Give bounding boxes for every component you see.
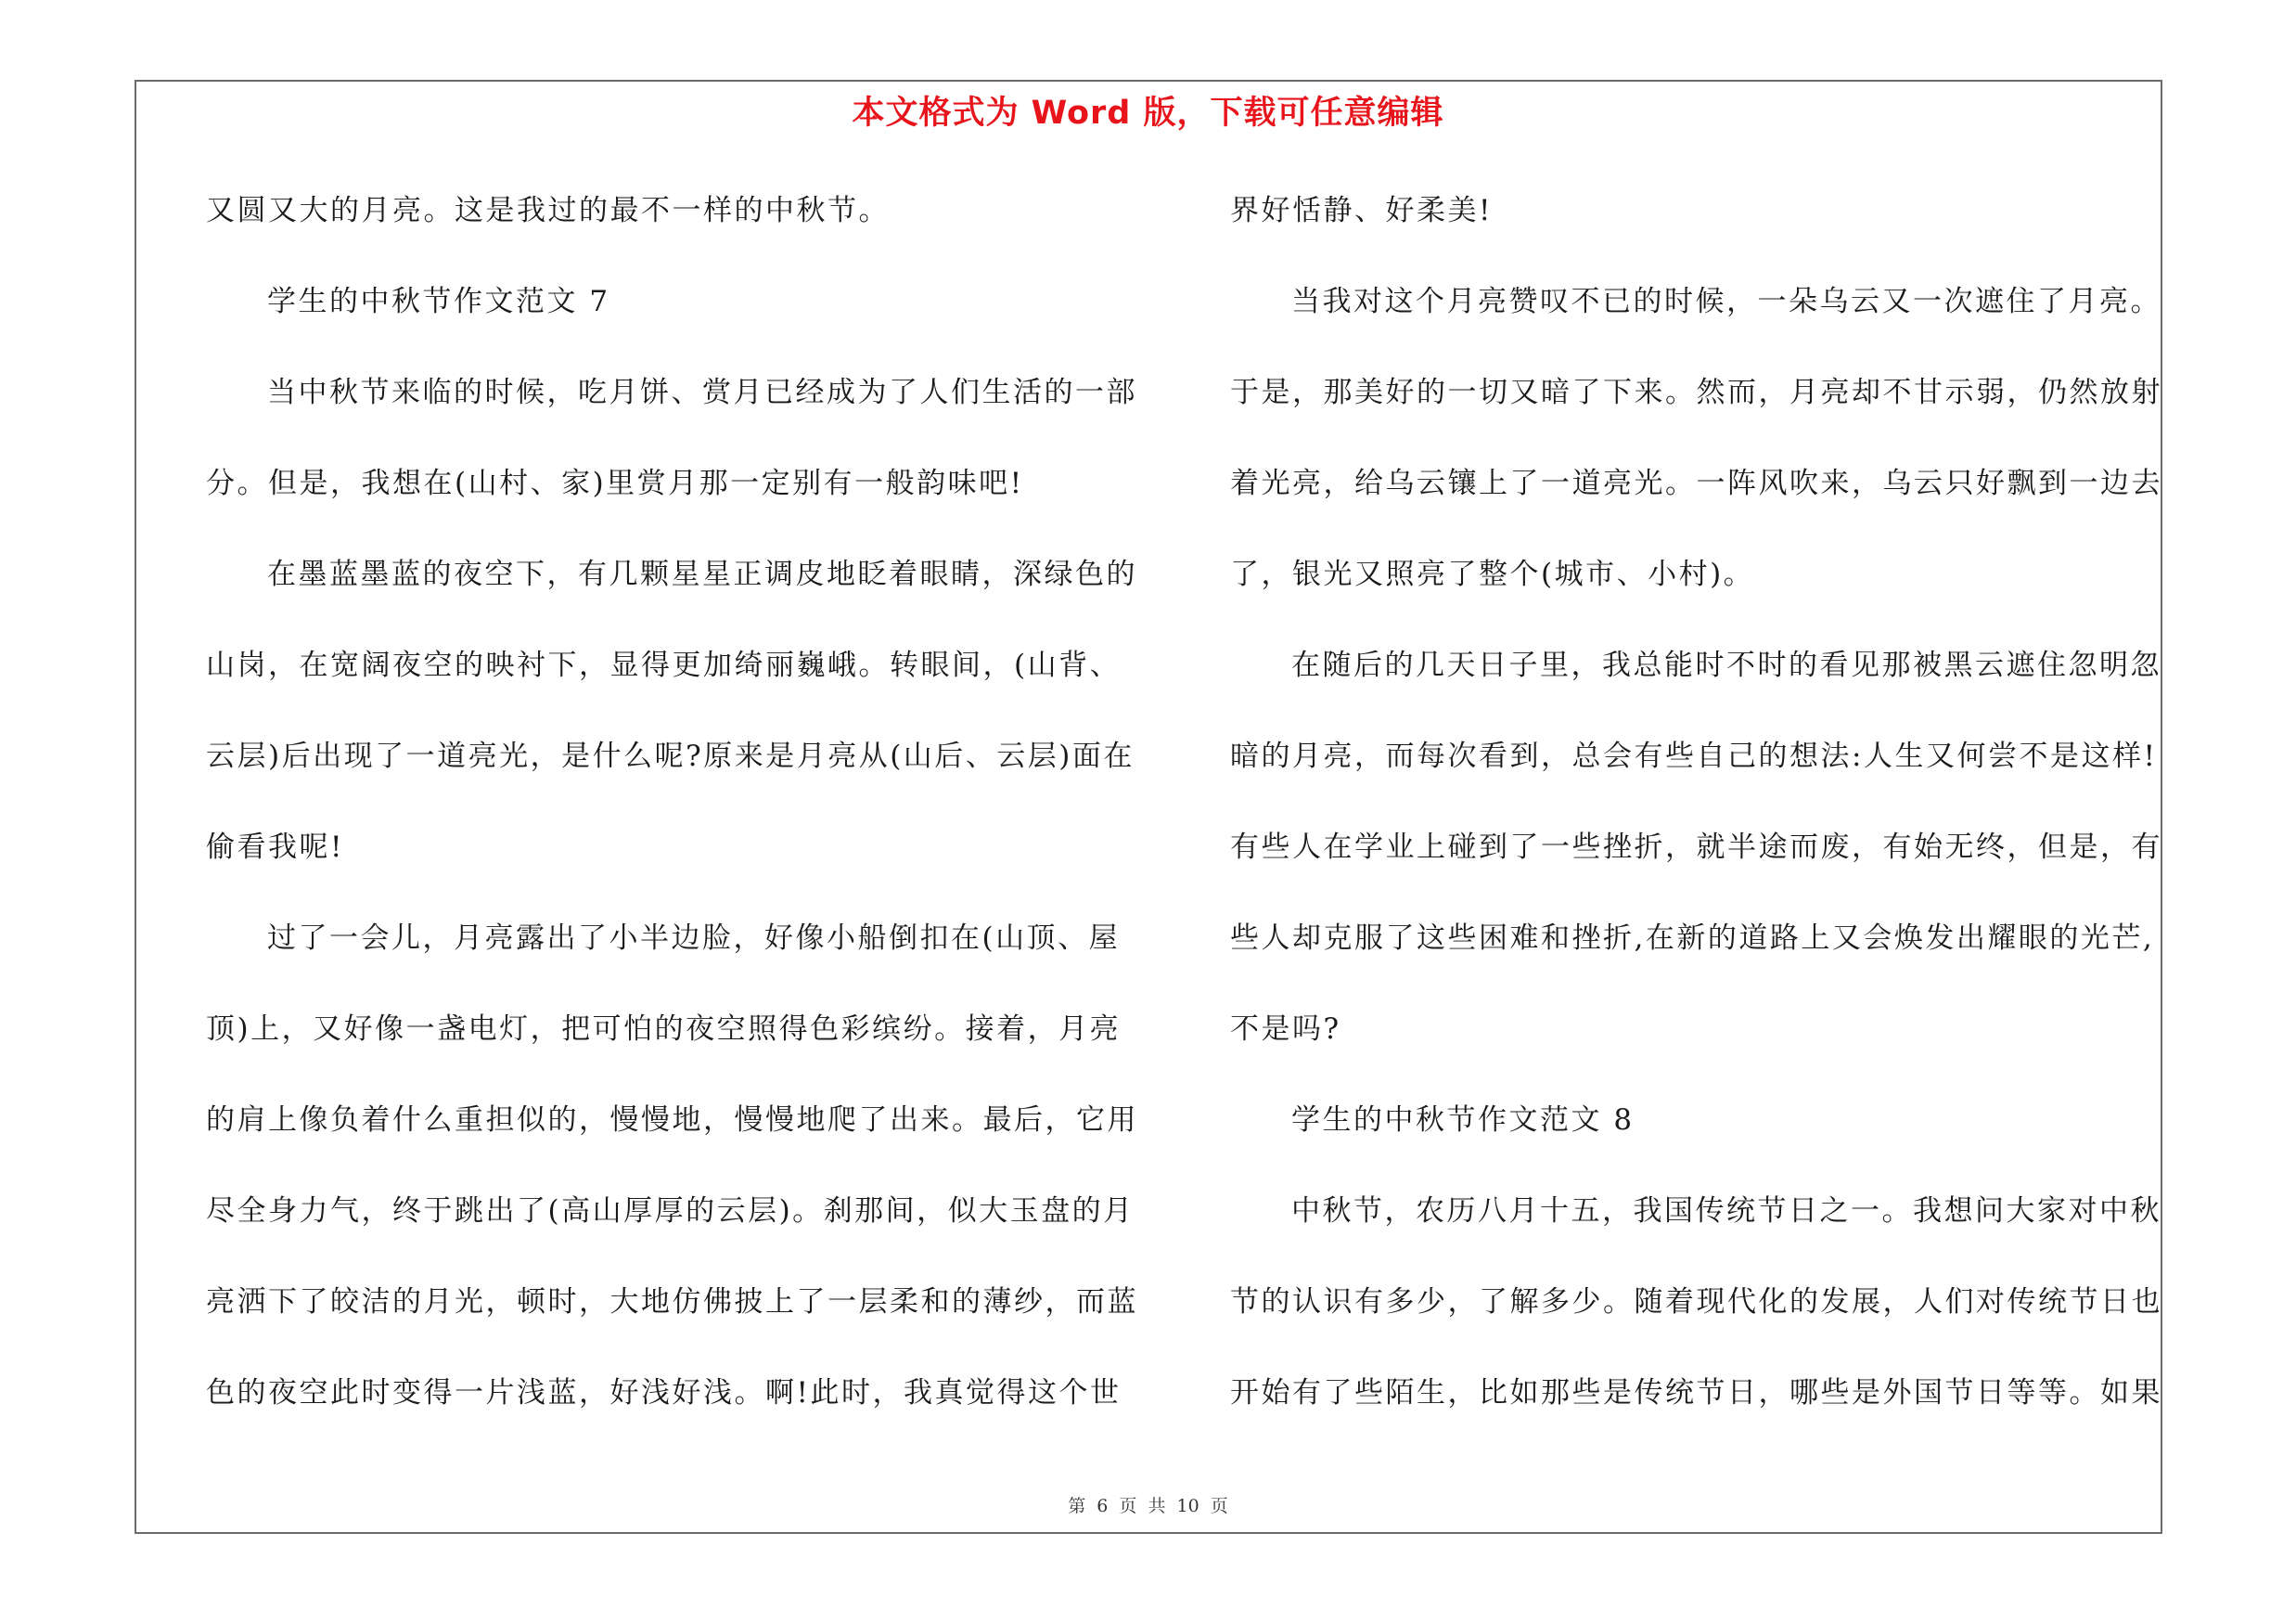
- paragraph-line: 云层)后出现了一道亮光，是什么呢?原来是月亮从(山后、云层)面在: [206, 740, 1135, 773]
- paragraph-line: 暗的月亮，而每次看到，总会有些自己的想法:人生又何尝不是这样!: [1230, 740, 2158, 773]
- total-page-count: 10: [1176, 1496, 1199, 1516]
- paragraph-line: 着光亮，给乌云镶上了一道亮光。一阵风吹来，乌云只好飘到一边去: [1230, 467, 2162, 500]
- right-column: [1230, 188, 2162, 1462]
- paragraph-line: 当中秋节来临的时候，吃月饼、赏月已经成为了人们生活的一部: [267, 376, 1137, 409]
- left-column: [206, 188, 1138, 1462]
- format-banner: 本文格式为 Word 版，下载可任意编辑: [852, 95, 1444, 132]
- paragraph-line: 在随后的几天日子里，我总能时不时的看见那被黑云遮住忽明忽: [1291, 649, 2161, 682]
- essay-heading: 学生的中秋节作文范文 8: [1291, 1103, 1635, 1137]
- essay-heading: 学生的中秋节作文范文 7: [267, 285, 610, 318]
- paragraph-line: 节的认识有多少，了解多少。随着现代化的发展，人们对传统节日也: [1230, 1285, 2162, 1319]
- footer-suffix: 页: [1210, 1496, 1228, 1516]
- paragraph-line: 开始有了些陌生，比如那些是传统节日，哪些是外国节日等等。如果: [1230, 1376, 2162, 1410]
- paragraph-line: 又圆又大的月亮。这是我过的最不一样的中秋节。: [206, 194, 890, 227]
- paragraph-line: 亮洒下了皎洁的月光，顿时，大地仿佛披上了一层柔和的薄纱，而蓝: [206, 1285, 1138, 1319]
- paragraph-line: 中秋节，农历八月十五，我国传统节日之一。我想问大家对中秋: [1291, 1194, 2161, 1228]
- paragraph-line: 山岗，在宽阔夜空的映衬下，显得更加绮丽巍峨。转眼间，(山背、: [206, 649, 1122, 682]
- footer-prefix: 第: [1068, 1496, 1086, 1516]
- paragraph-line: 在墨蓝墨蓝的夜空下，有几颗星星正调皮地眨着眼睛，深绿色的: [267, 558, 1137, 591]
- paragraph-line: 尽全身力气，终于跳出了(高山厚厚的云层)。刹那间，似大玉盘的月: [206, 1194, 1135, 1228]
- paragraph-line: 色的夜空此时变得一片浅蓝，好浅好浅。啊!此时，我真觉得这个世: [206, 1376, 1122, 1410]
- page-number-footer: [0, 1492, 2296, 1517]
- paragraph-line: 于是，那美好的一切又暗了下来。然而，月亮却不甘示弱，仍然放射: [1230, 376, 2162, 409]
- paragraph-line: 了，银光又照亮了整个(城市、小村)。: [1230, 558, 1755, 591]
- paragraph-line: 顶)上，又好像一盏电灯，把可怕的夜空照得色彩缤纷。接着，月亮: [206, 1012, 1122, 1046]
- paragraph-line: 偷看我呢!: [206, 831, 344, 864]
- paragraph-line: 界好恬静、好柔美!: [1230, 194, 1493, 227]
- paragraph-line: 过了一会儿，月亮露出了小半边脸，好像小船倒扣在(山顶、屋: [267, 921, 1121, 955]
- paragraph-line: 的肩上像负着什么重担似的，慢慢地，慢慢地爬了出来。最后，它用: [206, 1103, 1138, 1137]
- paragraph-line: 些人却克服了这些困难和挫折,在新的道路上又会焕发出耀眼的光芒,: [1230, 921, 2155, 955]
- paragraph-line: 不是吗?: [1230, 1012, 1341, 1046]
- paragraph-line: 有些人在学业上碰到了一些挫折，就半途而废，有始无终，但是，有: [1230, 831, 2162, 864]
- footer-middle: 页 共: [1119, 1496, 1166, 1516]
- paragraph-line: 当我对这个月亮赞叹不已的时候，一朵乌云又一次遮住了月亮。: [1291, 285, 2161, 318]
- current-page-number: 6: [1097, 1496, 1109, 1516]
- paragraph-line: 分。但是，我想在(山村、家)里赏月那一定别有一般韵味吧!: [206, 467, 1024, 500]
